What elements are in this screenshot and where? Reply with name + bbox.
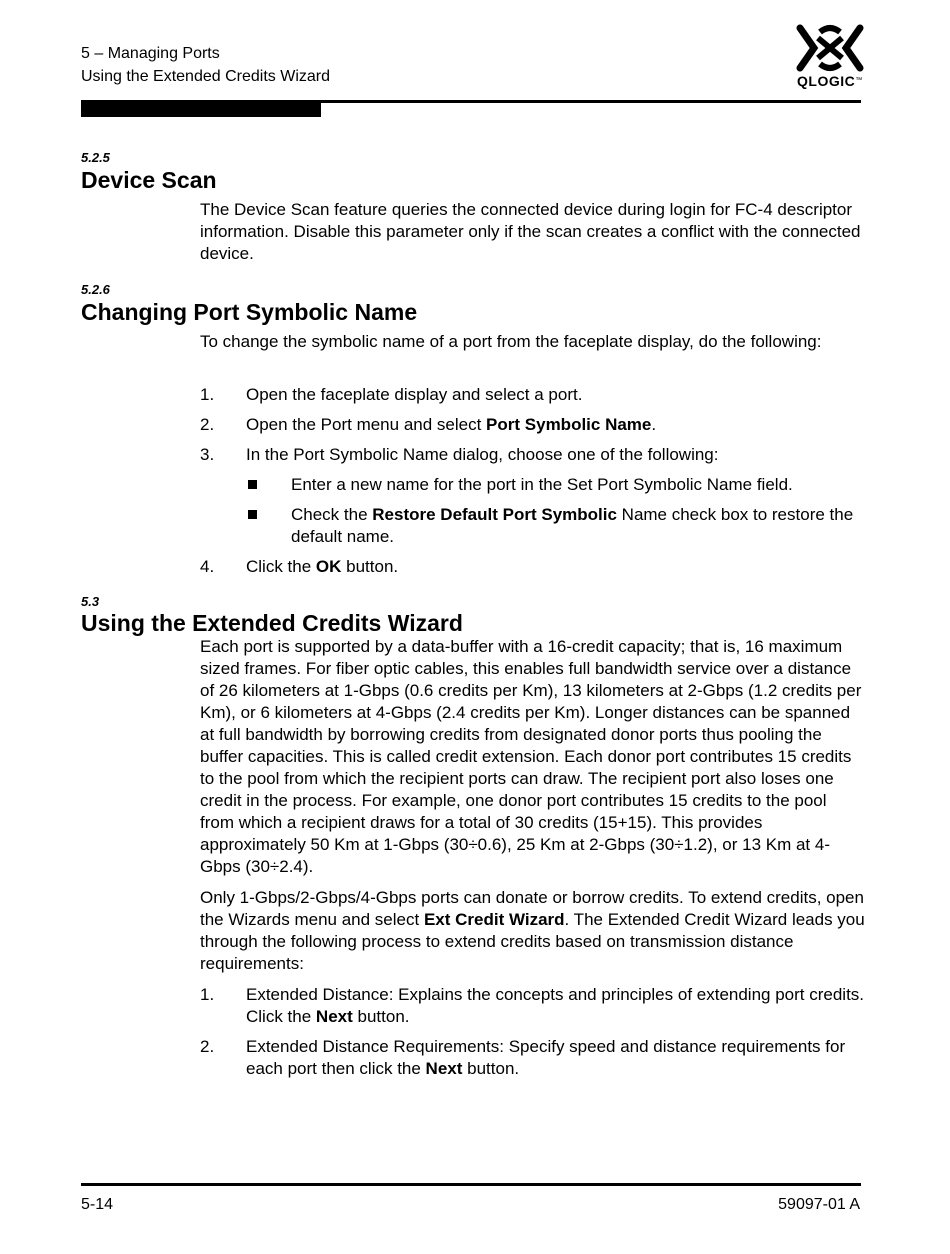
text-run: Name check box to restore the default name.	[291, 505, 854, 546]
footer-rule	[81, 1183, 861, 1186]
section-title: Device Scan	[81, 167, 217, 193]
text-run: . The Extended Credit Wizard leads you through the following process to extend credits based on transmission distance requirements:	[200, 910, 865, 973]
text-run: button.	[352, 1007, 410, 1026]
page-number: 5-14	[81, 1196, 114, 1213]
list-text	[246, 414, 865, 436]
text-run: button.	[462, 1059, 520, 1078]
list-text: Open the faceplate display and select a port.	[246, 385, 583, 404]
document-number: 59097-01 A	[778, 1196, 860, 1213]
square-bullet-icon	[248, 480, 257, 489]
section-number: 5.3	[81, 594, 100, 609]
text-run: Extended Distance: Explains the concepts and principles of extending port credits. Click the	[246, 985, 865, 1026]
running-header-section: Using the Extended Credits Wizard	[81, 68, 330, 85]
bold-text: OK	[315, 557, 342, 576]
bold-text: Next	[315, 1007, 353, 1026]
list-text: In the Port Symbolic Name dialog, choose one of the following:	[246, 445, 719, 464]
text-run: button.	[341, 557, 399, 576]
list-number: 1.	[200, 985, 215, 1004]
text-run: Only 1-Gbps/2-Gbps/4-Gbps ports can donate or borrow credits. To extend credits, open the Wizards menu and select	[200, 888, 864, 929]
text-run: Extended Distance Requirements: Specify speed and distance requirements for each port then click the	[246, 1037, 846, 1078]
paragraph: Each port is supported by a data-buffer with a 16-credit capacity; that is, 16 maximum sized frames. For fiber optic cables, this enables full bandwidth service over a distance of 26 kilometers at 1-Gbps (0.6 credits per Km), 13 kilometers at 2-Gbps (1.2 credits per Km), or 6 kilometers at 4-Gbps (2.4 credits per Km). Longer distances can be spanned at full bandwidth by borrowing credits from designated donor ports thus pooling the buffer capacities. This is called credit extension. Each donor port contributes 15 credits to the pool from which the recipient ports can draw. The recipient port also loses one credit in the process. For example, one donor port contributes 15 credits to the pool from which a recipient draws for a total of 30 credits (15+15). This provides approximately 50 Km at 1-Gbps (30÷0.6), 25 Km at 2-Gbps (30÷1.2), or 13 Km at 4-Gbps (30÷2.4).	[200, 637, 862, 876]
section-title: Changing Port Symbolic Name	[81, 299, 418, 325]
paragraph: The Device Scan feature queries the connected device during login for FC-4 descriptor information. Disable this parameter only if the scan creates a conflict with the connected device.	[200, 200, 861, 263]
bold-text: Ext Credit Wizard	[423, 910, 565, 929]
list-number: 2.	[200, 415, 215, 434]
bold-text: Port Symbolic Name	[486, 415, 652, 434]
list-text	[246, 984, 865, 1028]
bullet-text	[291, 504, 865, 548]
section-title: Using the Extended Credits Wizard	[81, 610, 463, 636]
header-rule-block	[81, 103, 321, 117]
bullet-text: Enter a new name for the port in the Set Port Symbolic Name field.	[291, 475, 793, 494]
section-number: 5.2.5	[81, 150, 110, 165]
running-header-chapter: 5 – Managing Ports	[81, 45, 220, 62]
list-number: 4.	[200, 557, 215, 576]
text-run: Check the	[291, 505, 373, 524]
text-run: .	[651, 415, 657, 434]
list-number: 1.	[200, 385, 215, 404]
list-text	[246, 1036, 865, 1080]
trademark-symbol: ™	[855, 77, 863, 84]
list-number: 3.	[200, 445, 215, 464]
square-bullet-icon	[248, 510, 257, 519]
bold-text: Next	[425, 1059, 463, 1078]
logo-wordmark-text: QLOGIC	[797, 73, 856, 89]
list-text	[246, 556, 865, 578]
text-run: Click the	[246, 557, 316, 576]
paragraph: To change the symbolic name of a port from the faceplate display, do the following:	[200, 332, 822, 351]
text-run: Open the Port menu and select	[246, 415, 487, 434]
paragraph	[200, 887, 865, 975]
section-number: 5.2.6	[81, 282, 110, 297]
logo-wordmark	[797, 73, 863, 89]
bold-text: Restore Default Port Symbolic	[372, 505, 617, 524]
list-number: 2.	[200, 1037, 215, 1056]
